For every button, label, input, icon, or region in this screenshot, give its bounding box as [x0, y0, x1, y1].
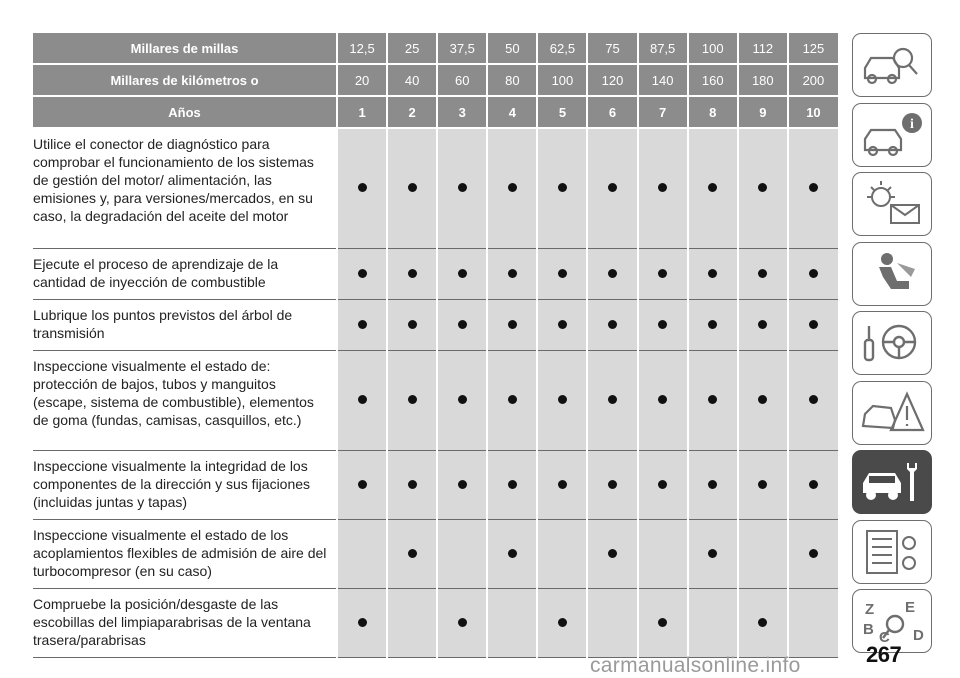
header-value: 160: [688, 64, 738, 96]
scheduled-dot-icon: [758, 183, 767, 192]
header-value: 40: [387, 64, 437, 96]
table-row: [33, 450, 838, 519]
scheduled-dot-icon: [558, 618, 567, 627]
scheduled-dot-icon: [809, 269, 818, 278]
warning-light-message-icon: [857, 177, 927, 231]
header-value: 50: [487, 33, 537, 64]
schedule-cell: [487, 350, 537, 450]
scheduled-dot-icon: [809, 549, 818, 558]
scheduled-dot-icon: [708, 395, 717, 404]
table-row: [33, 248, 838, 299]
schedule-cell: [437, 450, 487, 519]
header-value: 100: [688, 33, 738, 64]
schedule-cell: [487, 588, 537, 657]
schedule-cell: [487, 450, 537, 519]
scheduled-dot-icon: [658, 480, 667, 489]
schedule-cell: [738, 450, 788, 519]
scheduled-dot-icon: [758, 320, 767, 329]
scheduled-dot-icon: [558, 183, 567, 192]
schedule-cell: [337, 248, 387, 299]
task-description: Utilice el conector de diagnóstico para comprobar el funcionamiento de los sistemas de gestión del motor/ alimentación, las emisiones y, para versiones/mercados, en su caso, la degradación del aceite del motor: [33, 128, 337, 248]
schedule-cell: [638, 299, 688, 350]
watermark: carmanualsonline.info: [590, 654, 801, 677]
header-value: 25: [387, 33, 437, 64]
car-breakdown-triangle-icon: [857, 386, 927, 440]
scheduled-dot-icon: [608, 183, 617, 192]
task-description: Ejecute el proceso de aprendizaje de la cantidad de inyección de combustible: [33, 248, 337, 299]
schedule-cell: [587, 350, 637, 450]
schedule-cell: [688, 450, 738, 519]
scheduled-dot-icon: [708, 183, 717, 192]
schedule-cell: [487, 128, 537, 248]
tab-maintenance[interactable]: [852, 450, 932, 514]
schedule-cell: [688, 588, 738, 657]
technical-data-icon: [857, 525, 927, 579]
schedule-cell: [638, 588, 688, 657]
scheduled-dot-icon: [658, 320, 667, 329]
scheduled-dot-icon: [608, 320, 617, 329]
header-value: 7: [638, 96, 688, 128]
scheduled-dot-icon: [708, 320, 717, 329]
schedule-cell: [387, 299, 437, 350]
schedule-cell: [688, 248, 738, 299]
scheduled-dot-icon: [458, 395, 467, 404]
scheduled-dot-icon: [358, 618, 367, 627]
schedule-cell: [587, 299, 637, 350]
svg-text:C: C: [879, 629, 890, 646]
car-service-icon: [857, 455, 927, 509]
schedule-cell: [738, 248, 788, 299]
scheduled-dot-icon: [809, 183, 818, 192]
header-value: 140: [638, 64, 688, 96]
scheduled-dot-icon: [458, 618, 467, 627]
header-row: [33, 33, 838, 64]
schedule-cell: [638, 128, 688, 248]
header-value: 62,5: [537, 33, 587, 64]
scheduled-dot-icon: [758, 269, 767, 278]
scheduled-dot-icon: [358, 395, 367, 404]
airbag-seat-icon: [857, 247, 927, 301]
header-value: 4: [487, 96, 537, 128]
schedule-cell: [788, 450, 838, 519]
tab-car-info[interactable]: [852, 103, 932, 167]
table-row: [33, 299, 838, 350]
schedule-cell: [788, 299, 838, 350]
schedule-cell: [487, 299, 537, 350]
scheduled-dot-icon: [508, 395, 517, 404]
schedule-cell: [387, 450, 437, 519]
scheduled-dot-icon: [458, 269, 467, 278]
header-value: 9: [738, 96, 788, 128]
scheduled-dot-icon: [558, 269, 567, 278]
schedule-cell: [738, 350, 788, 450]
schedule-cell: [387, 128, 437, 248]
scheduled-dot-icon: [558, 480, 567, 489]
schedule-cell: [688, 519, 738, 588]
schedule-cell: [337, 519, 387, 588]
tab-emergency[interactable]: [852, 381, 932, 445]
index-abc-search-icon: [857, 594, 927, 648]
schedule-cell: [788, 248, 838, 299]
schedule-cell: [587, 128, 637, 248]
header-value: 87,5: [638, 33, 688, 64]
svg-text:E: E: [905, 599, 916, 616]
schedule-cell: [788, 350, 838, 450]
schedule-cell: [537, 248, 587, 299]
scheduled-dot-icon: [508, 183, 517, 192]
schedule-cell: [387, 519, 437, 588]
schedule-cell: [437, 350, 487, 450]
scheduled-dot-icon: [358, 183, 367, 192]
table-row: [33, 128, 838, 248]
schedule-cell: [537, 588, 587, 657]
schedule-cell: [788, 128, 838, 248]
page-number: 267: [866, 642, 902, 667]
scheduled-dot-icon: [809, 480, 818, 489]
header-label: Millares de millas: [33, 33, 337, 64]
schedule-cell: [487, 248, 537, 299]
scheduled-dot-icon: [408, 480, 417, 489]
schedule-cell: [587, 519, 637, 588]
svg-text:B: B: [863, 621, 874, 638]
header-value: 5: [537, 96, 587, 128]
scheduled-dot-icon: [708, 269, 717, 278]
scheduled-dot-icon: [809, 395, 818, 404]
scheduled-dot-icon: [658, 618, 667, 627]
scheduled-dot-icon: [458, 183, 467, 192]
schedule-cell: [738, 588, 788, 657]
scheduled-dot-icon: [458, 480, 467, 489]
scheduled-dot-icon: [408, 549, 417, 558]
tab-starting-driving[interactable]: [852, 311, 932, 375]
schedule-cell: [587, 450, 637, 519]
header-value: 1: [337, 96, 387, 128]
tab-technical-data[interactable]: [852, 520, 932, 584]
tab-safety[interactable]: [852, 242, 932, 306]
header-value: 10: [788, 96, 838, 128]
schedule-cell: [437, 299, 487, 350]
table-row: [33, 519, 838, 588]
tab-car-search[interactable]: [852, 33, 932, 97]
schedule-cell: [638, 350, 688, 450]
scheduled-dot-icon: [508, 480, 517, 489]
scheduled-dot-icon: [358, 320, 367, 329]
schedule-cell: [638, 248, 688, 299]
header-value: 200: [788, 64, 838, 96]
scheduled-dot-icon: [758, 395, 767, 404]
header-row: [33, 64, 838, 96]
scheduled-dot-icon: [408, 395, 417, 404]
schedule-cell: [587, 248, 637, 299]
task-description: Inspeccione visualmente el estado de los acoplamientos flexibles de admisión de aire del turbocompresor (en su caso): [33, 519, 337, 588]
schedule-cell: [688, 350, 738, 450]
header-value: 125: [788, 33, 838, 64]
schedule-cell: [788, 588, 838, 657]
table-row: [33, 588, 838, 657]
header-label: Años: [33, 96, 337, 128]
schedule-cell: [337, 350, 387, 450]
scheduled-dot-icon: [608, 549, 617, 558]
scheduled-dot-icon: [708, 549, 717, 558]
scheduled-dot-icon: [809, 320, 818, 329]
tab-warning-lights[interactable]: [852, 172, 932, 236]
schedule-cell: [437, 519, 487, 588]
scheduled-dot-icon: [758, 618, 767, 627]
header-value: 12,5: [337, 33, 387, 64]
svg-text:Z: Z: [865, 601, 875, 618]
scheduled-dot-icon: [608, 395, 617, 404]
schedule-cell: [337, 450, 387, 519]
scheduled-dot-icon: [408, 269, 417, 278]
scheduled-dot-icon: [458, 320, 467, 329]
schedule-cell: [437, 128, 487, 248]
schedule-cell: [337, 299, 387, 350]
maintenance-schedule-table: [33, 33, 838, 658]
schedule-cell: [537, 350, 587, 450]
car-search-icon: [857, 38, 927, 92]
scheduled-dot-icon: [408, 183, 417, 192]
schedule-cell: [688, 128, 738, 248]
scheduled-dot-icon: [758, 480, 767, 489]
svg-text:D: D: [913, 627, 924, 644]
schedule-cell: [788, 519, 838, 588]
scheduled-dot-icon: [358, 480, 367, 489]
header-value: 100: [537, 64, 587, 96]
schedule-cell: [437, 248, 487, 299]
header-value: 112: [738, 33, 788, 64]
scheduled-dot-icon: [508, 320, 517, 329]
scheduled-dot-icon: [608, 480, 617, 489]
header-value: 3: [437, 96, 487, 128]
scheduled-dot-icon: [508, 269, 517, 278]
schedule-cell: [387, 588, 437, 657]
header-value: 20: [337, 64, 387, 96]
header-value: 180: [738, 64, 788, 96]
scheduled-dot-icon: [558, 395, 567, 404]
scheduled-dot-icon: [558, 320, 567, 329]
header-value: 120: [587, 64, 637, 96]
schedule-cell: [738, 519, 788, 588]
schedule-cell: [537, 519, 587, 588]
header-value: 75: [587, 33, 637, 64]
header-value: 2: [387, 96, 437, 128]
header-value: 8: [688, 96, 738, 128]
schedule-cell: [587, 588, 637, 657]
key-steering-wheel-icon: [857, 316, 927, 370]
chapter-sidebar: [852, 33, 934, 659]
task-description: Compruebe la posición/desgaste de las escobillas del limpiaparabrisas de la ventana trasera/parabrisas: [33, 588, 337, 657]
scheduled-dot-icon: [658, 269, 667, 278]
scheduled-dot-icon: [658, 183, 667, 192]
scheduled-dot-icon: [358, 269, 367, 278]
schedule-cell: [487, 519, 537, 588]
scheduled-dot-icon: [408, 320, 417, 329]
header-value: 6: [587, 96, 637, 128]
schedule-cell: [337, 128, 387, 248]
task-description: Inspeccione visualmente el estado de: protección de bajos, tubos y manguitos (escape, sistema de combustible), elementos de goma (fundas, camisas, casquillos, etc.): [33, 350, 337, 450]
schedule-cell: [738, 128, 788, 248]
header-value: 60: [437, 64, 487, 96]
table-row: [33, 350, 838, 450]
schedule-cell: [638, 450, 688, 519]
schedule-cell: [437, 588, 487, 657]
header-label: Millares de kilómetros o: [33, 64, 337, 96]
schedule-cell: [688, 299, 738, 350]
schedule-cell: [537, 128, 587, 248]
scheduled-dot-icon: [608, 269, 617, 278]
car-info-icon: [857, 108, 927, 162]
schedule-cell: [738, 299, 788, 350]
schedule-cell: [537, 299, 587, 350]
schedule-cell: [537, 450, 587, 519]
scheduled-dot-icon: [658, 395, 667, 404]
scheduled-dot-icon: [508, 549, 517, 558]
scheduled-dot-icon: [708, 480, 717, 489]
svg-text:i: i: [910, 116, 914, 132]
schedule-cell: [387, 350, 437, 450]
header-value: 37,5: [437, 33, 487, 64]
task-description: Lubrique los puntos previstos del árbol de transmisión: [33, 299, 337, 350]
task-description: Inspeccione visualmente la integridad de los componentes de la dirección y sus fijaciones (incluidas juntas y tapas): [33, 450, 337, 519]
schedule-cell: [337, 588, 387, 657]
schedule-cell: [638, 519, 688, 588]
schedule-cell: [387, 248, 437, 299]
header-value: 80: [487, 64, 537, 96]
header-row: [33, 96, 838, 128]
